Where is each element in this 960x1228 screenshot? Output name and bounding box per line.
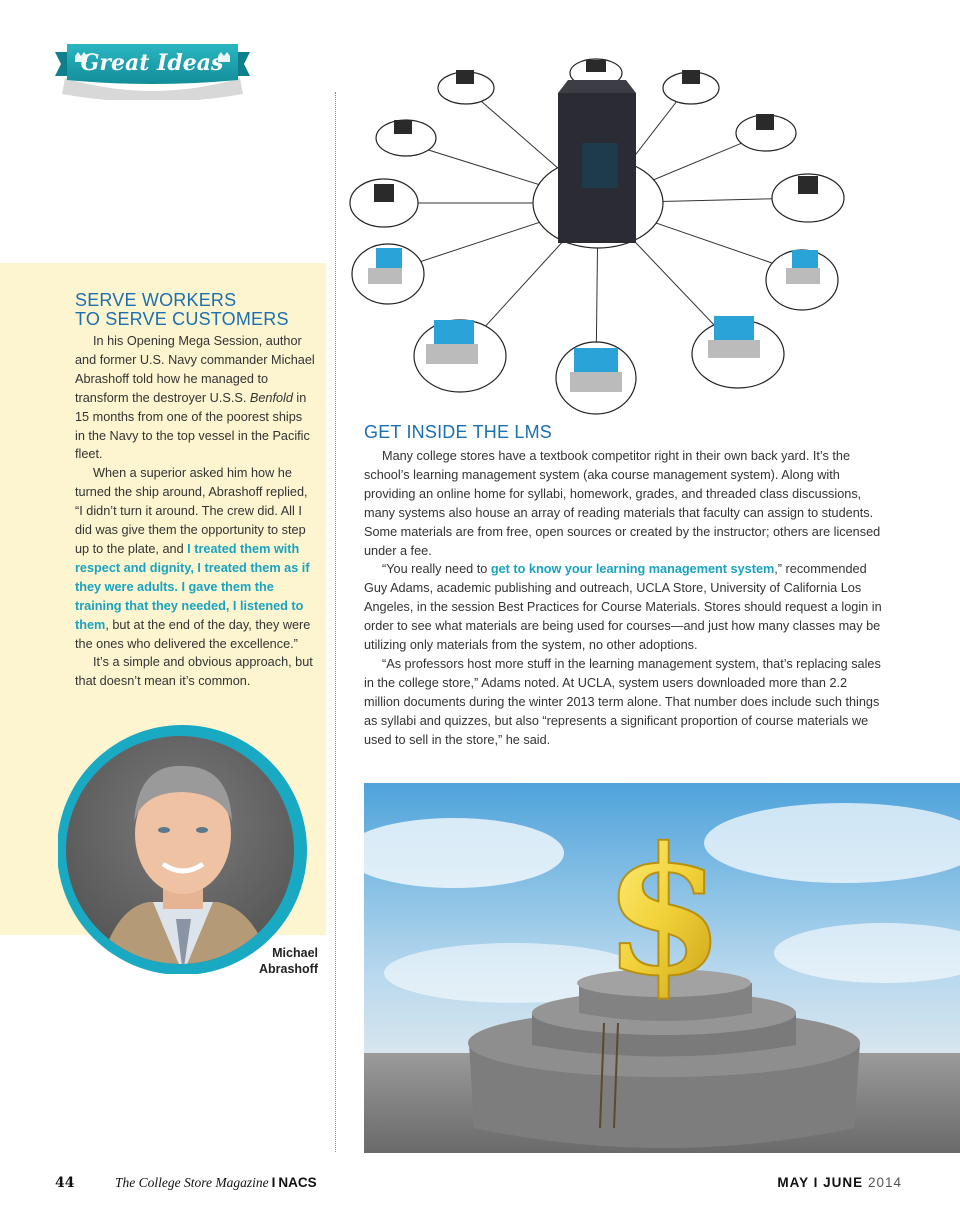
paragraph-3: It’s a simple and obvious approach, but that doesn’t mean it’s common. (75, 655, 313, 689)
lms-highlight: get to know your learning management system (490, 562, 775, 577)
serve-workers-title (75, 291, 315, 329)
pull-highlight: I treated them with respect and dignity, I treated them as if they were adults. I gave them the training that they needed, I listened to them (75, 541, 310, 632)
org-name: NACS (278, 1175, 317, 1190)
svg-text:$: $ (603, 810, 725, 1015)
title-line-2: TO SERVE CUSTOMERS (75, 309, 289, 329)
lms-article (364, 423, 884, 750)
serve-workers-article (75, 291, 315, 691)
banner-text: Great Ideas (80, 50, 224, 76)
magazine-footer: The College Store Magazine I NACS (115, 1175, 317, 1190)
column-divider (335, 92, 336, 1152)
network-server-illustration (346, 58, 846, 418)
portrait-caption: Michael Abrashoff (258, 946, 318, 976)
paragraph-1: In his Opening Mega Session, author and former U.S. Navy commander Michael Abrashoff told how he managed to transform the destroyer U.S.S. Benfold in 15 months from one of the poorest ships in the Navy to the top vessel in the Pacific fleet. (75, 334, 315, 462)
page-number: 44 (55, 1175, 75, 1191)
issue-date: MAY I JUNE 2014 (777, 1175, 902, 1190)
magazine-name: The College Store Magazine (115, 1175, 269, 1190)
title-line-1: SERVE WORKERS (75, 290, 237, 310)
lms-paragraph-2: “You really need to get to know your learning management system,” recommended Guy Adams, academic publishing and outreach, UCLA Store, University of California Los Angeles, in the session Best Practices for Course Materials. Stores should request a login in order to see what materials are being used for courses—and just how many classes may be utilizing only materials from the system, no other adoptions. (364, 562, 882, 653)
great-ideas-banner (55, 38, 250, 100)
lms-title: GET INSIDE THE LMS (364, 422, 552, 442)
lms-paragraph-3: “As professors host more stuff in the learning management system, that’s replacing sales in the college store,” Adams noted. At UCLA, system users downloaded more than 2.2 million documents during the winter 2013 term alone. That number does include such things as syllabi and quizzes, but also “represents a significant proportion of course materials we used to sell in the store,” he said. (364, 656, 881, 747)
lms-paragraph-1: Many college stores have a textbook competitor right in their own back yard. It’s the school’s learning management system (aka course management system). Along with providing an online home for syllabi, homework, grades, and threaded class discussions, many systems also house an array of reading materials that faculty can assign to students. Some materials are from free, open sources or created by the instructor; others are licensed under a fee. (364, 449, 881, 558)
dollar-pedestal-image (364, 783, 960, 1153)
paragraph-2: When a superior asked him how he turned the ship around, Abrashoff replied, “I didn’t turn it around. The crew did. All I did was give them the opportunity to step up to the plate, and I treated them with respect and dignity, I treated them as if they were adults. I gave them the training that they needed, I listened to them, but at the end of the day, they were the ones who delivered the excellence.” (75, 466, 311, 651)
portrait-photo (58, 724, 308, 974)
